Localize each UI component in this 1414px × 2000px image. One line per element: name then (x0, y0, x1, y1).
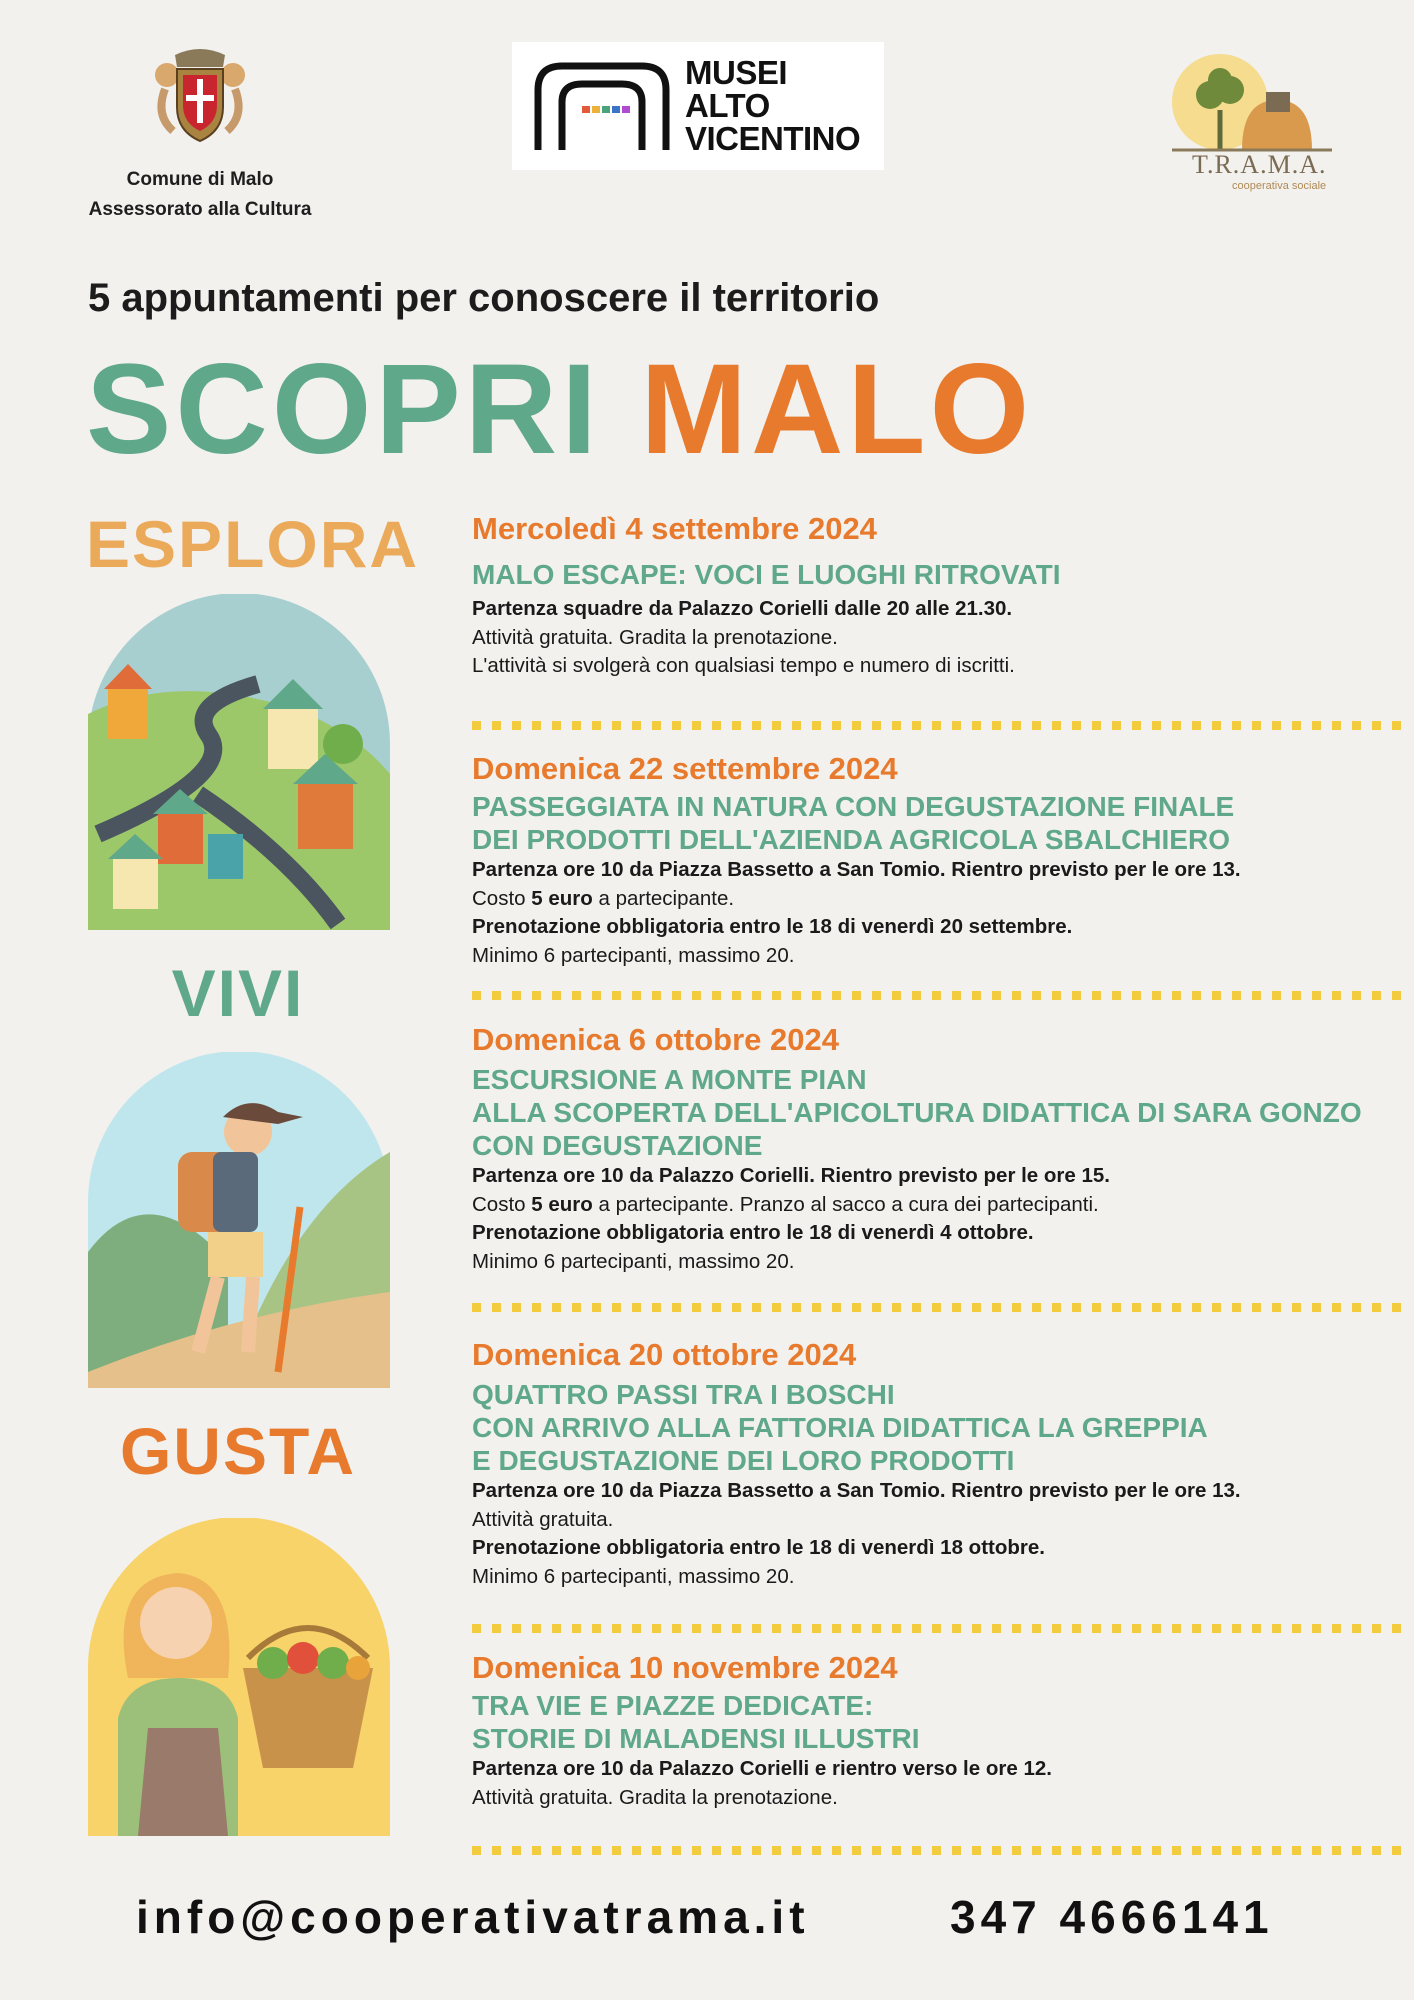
event-departure: Partenza squadre da Palazzo Corielli dalle 20 alle 21.30. (472, 597, 1013, 620)
event-title (472, 1689, 1392, 1755)
event-departure: Partenza ore 10 da Piazza Bassetto a San Tomio. Rientro previsto per le ore 13. (472, 858, 1241, 881)
event-date: Domenica 6 ottobre 2024 (472, 1022, 839, 1057)
event-title-line: PASSEGGIATA IN NATURA CON DEGUSTAZIONE FINALE (472, 791, 1235, 822)
village-illustration (88, 594, 390, 930)
comune-logo (60, 45, 340, 225)
musei-line-2: ALTO (685, 87, 770, 124)
event-title (472, 558, 1392, 591)
label-gusta: GUSTA (119, 1414, 357, 1488)
event-line: Attività gratuita. (472, 1507, 614, 1531)
tree-castle-icon (1162, 50, 1342, 160)
event-participants: Minimo 6 partecipanti, massimo 20. (472, 1564, 795, 1588)
hiker-illustration (88, 1052, 390, 1388)
event-title-line: DEI PRODOTTI DELL'AZIENDA AGRICOLA SBALCHIERO (472, 824, 1230, 855)
event-info (472, 1755, 1392, 1812)
event-1 (472, 510, 1392, 681)
event-title-line: TRA VIE E PIAZZE DEDICATE: (472, 1690, 874, 1721)
event-cost (472, 885, 1392, 914)
trama-subtitle: cooperativa sociale (1232, 180, 1327, 192)
trama-logo (1162, 50, 1342, 200)
event-line: L'attività si svolgerà con qualsiasi tempo e numero di iscritti. (472, 654, 1015, 677)
musei-alto-vicentino-logo (512, 42, 884, 170)
event-line: Attività gratuita. Gradita la prenotazione. (472, 1785, 838, 1809)
event-2 (472, 750, 1392, 970)
event-booking: Prenotazione obbligatoria entro le 18 di venerdì 4 ottobre. (472, 1221, 1034, 1244)
event-booking: Prenotazione obbligatoria entro le 18 di venerdì 18 ottobre. (472, 1536, 1045, 1559)
contact-phone[interactable]: 347 4666141 (950, 1891, 1274, 1943)
event-4 (472, 1336, 1392, 1591)
event-title-line: CON DEGUSTAZIONE (472, 1130, 763, 1161)
event-title-line: MALO ESCAPE: VOCI E LUOGHI RITROVATI (472, 559, 1061, 590)
coat-of-arms-icon (145, 45, 255, 155)
event-participants: Minimo 6 partecipanti, massimo 20. (472, 1249, 795, 1273)
event-title (472, 1378, 1392, 1477)
cost-prefix: Costo (472, 1192, 532, 1216)
cost-suffix: a partecipante. (592, 886, 735, 910)
dotted-divider (472, 1624, 1412, 1633)
event-info (472, 856, 1392, 970)
trama-name: T.R.A.M.A. (1192, 150, 1327, 179)
title-scopri: SCOPRI (86, 338, 601, 481)
event-title (472, 790, 1392, 856)
event-title-line: ALLA SCOPERTA DELL'APICOLTURA DIDATTICA DI SARA GONZO (472, 1097, 1362, 1128)
event-participants: Minimo 6 partecipanti, massimo 20. (472, 943, 795, 967)
musei-line-1: MUSEI (685, 54, 788, 91)
event-title-line: E DEGUSTAZIONE DEI LORO PRODOTTI (472, 1445, 1015, 1476)
cost-suffix: a partecipante. Pranzo al sacco a cura dei partecipanti. (592, 1192, 1099, 1216)
event-departure: Partenza ore 10 da Palazzo Corielli e rientro verso le ore 12. (472, 1757, 1052, 1780)
event-title-line: QUATTRO PASSI TRA I BOSCHI (472, 1379, 895, 1410)
page-title (86, 335, 1033, 485)
event-date: Mercoledì 4 settembre 2024 (472, 511, 877, 546)
title-malo: MALO (640, 338, 1034, 481)
dotted-divider (472, 1303, 1412, 1312)
label-vivi: VIVI (171, 956, 305, 1030)
contact-email[interactable]: info@cooperativatrama.it (136, 1891, 810, 1943)
event-departure: Partenza ore 10 da Piazza Bassetto a San Tomio. Rientro previsto per le ore 13. (472, 1479, 1241, 1502)
event-title-line: STORIE DI MALADENSI ILLUSTRI (472, 1723, 920, 1754)
event-departure: Partenza ore 10 da Palazzo Corielli. Rientro previsto per le ore 15. (472, 1164, 1111, 1187)
farmer-illustration (88, 1518, 390, 1836)
comune-name: Comune di Malo (126, 169, 274, 190)
event-booking: Prenotazione obbligatoria entro le 18 di venerdì 20 settembre. (472, 915, 1073, 938)
cost-prefix: Costo (472, 886, 532, 910)
musei-line-3: VICENTINO (685, 120, 861, 157)
assessorato-name: Assessorato alla Cultura (88, 199, 312, 220)
dotted-divider (472, 721, 1412, 730)
event-info (472, 595, 1392, 681)
event-date: Domenica 20 ottobre 2024 (472, 1337, 857, 1372)
cost-amount: 5 euro (531, 886, 593, 910)
event-info (472, 1477, 1392, 1591)
event-date: Domenica 10 novembre 2024 (472, 1650, 898, 1685)
event-date: Domenica 22 settembre 2024 (472, 751, 898, 786)
event-title (472, 1063, 1392, 1162)
event-title-line: ESCURSIONE A MONTE PIAN (472, 1064, 867, 1095)
event-3 (472, 1021, 1392, 1276)
event-cost (472, 1191, 1392, 1220)
page-subtitle: 5 appuntamenti per conoscere il territorio (88, 276, 880, 320)
event-line: Attività gratuita. Gradita la prenotazione. (472, 625, 838, 649)
cost-amount: 5 euro (531, 1192, 593, 1216)
dotted-divider (472, 1846, 1412, 1855)
event-title-line: CON ARRIVO ALLA FATTORIA DIDATTICA LA GREPPIA (472, 1412, 1208, 1443)
event-info (472, 1162, 1392, 1276)
label-esplora: ESPLORA (86, 507, 420, 581)
dotted-divider (472, 991, 1412, 1000)
museum-arch-icon (532, 60, 672, 152)
event-5 (472, 1649, 1392, 1812)
